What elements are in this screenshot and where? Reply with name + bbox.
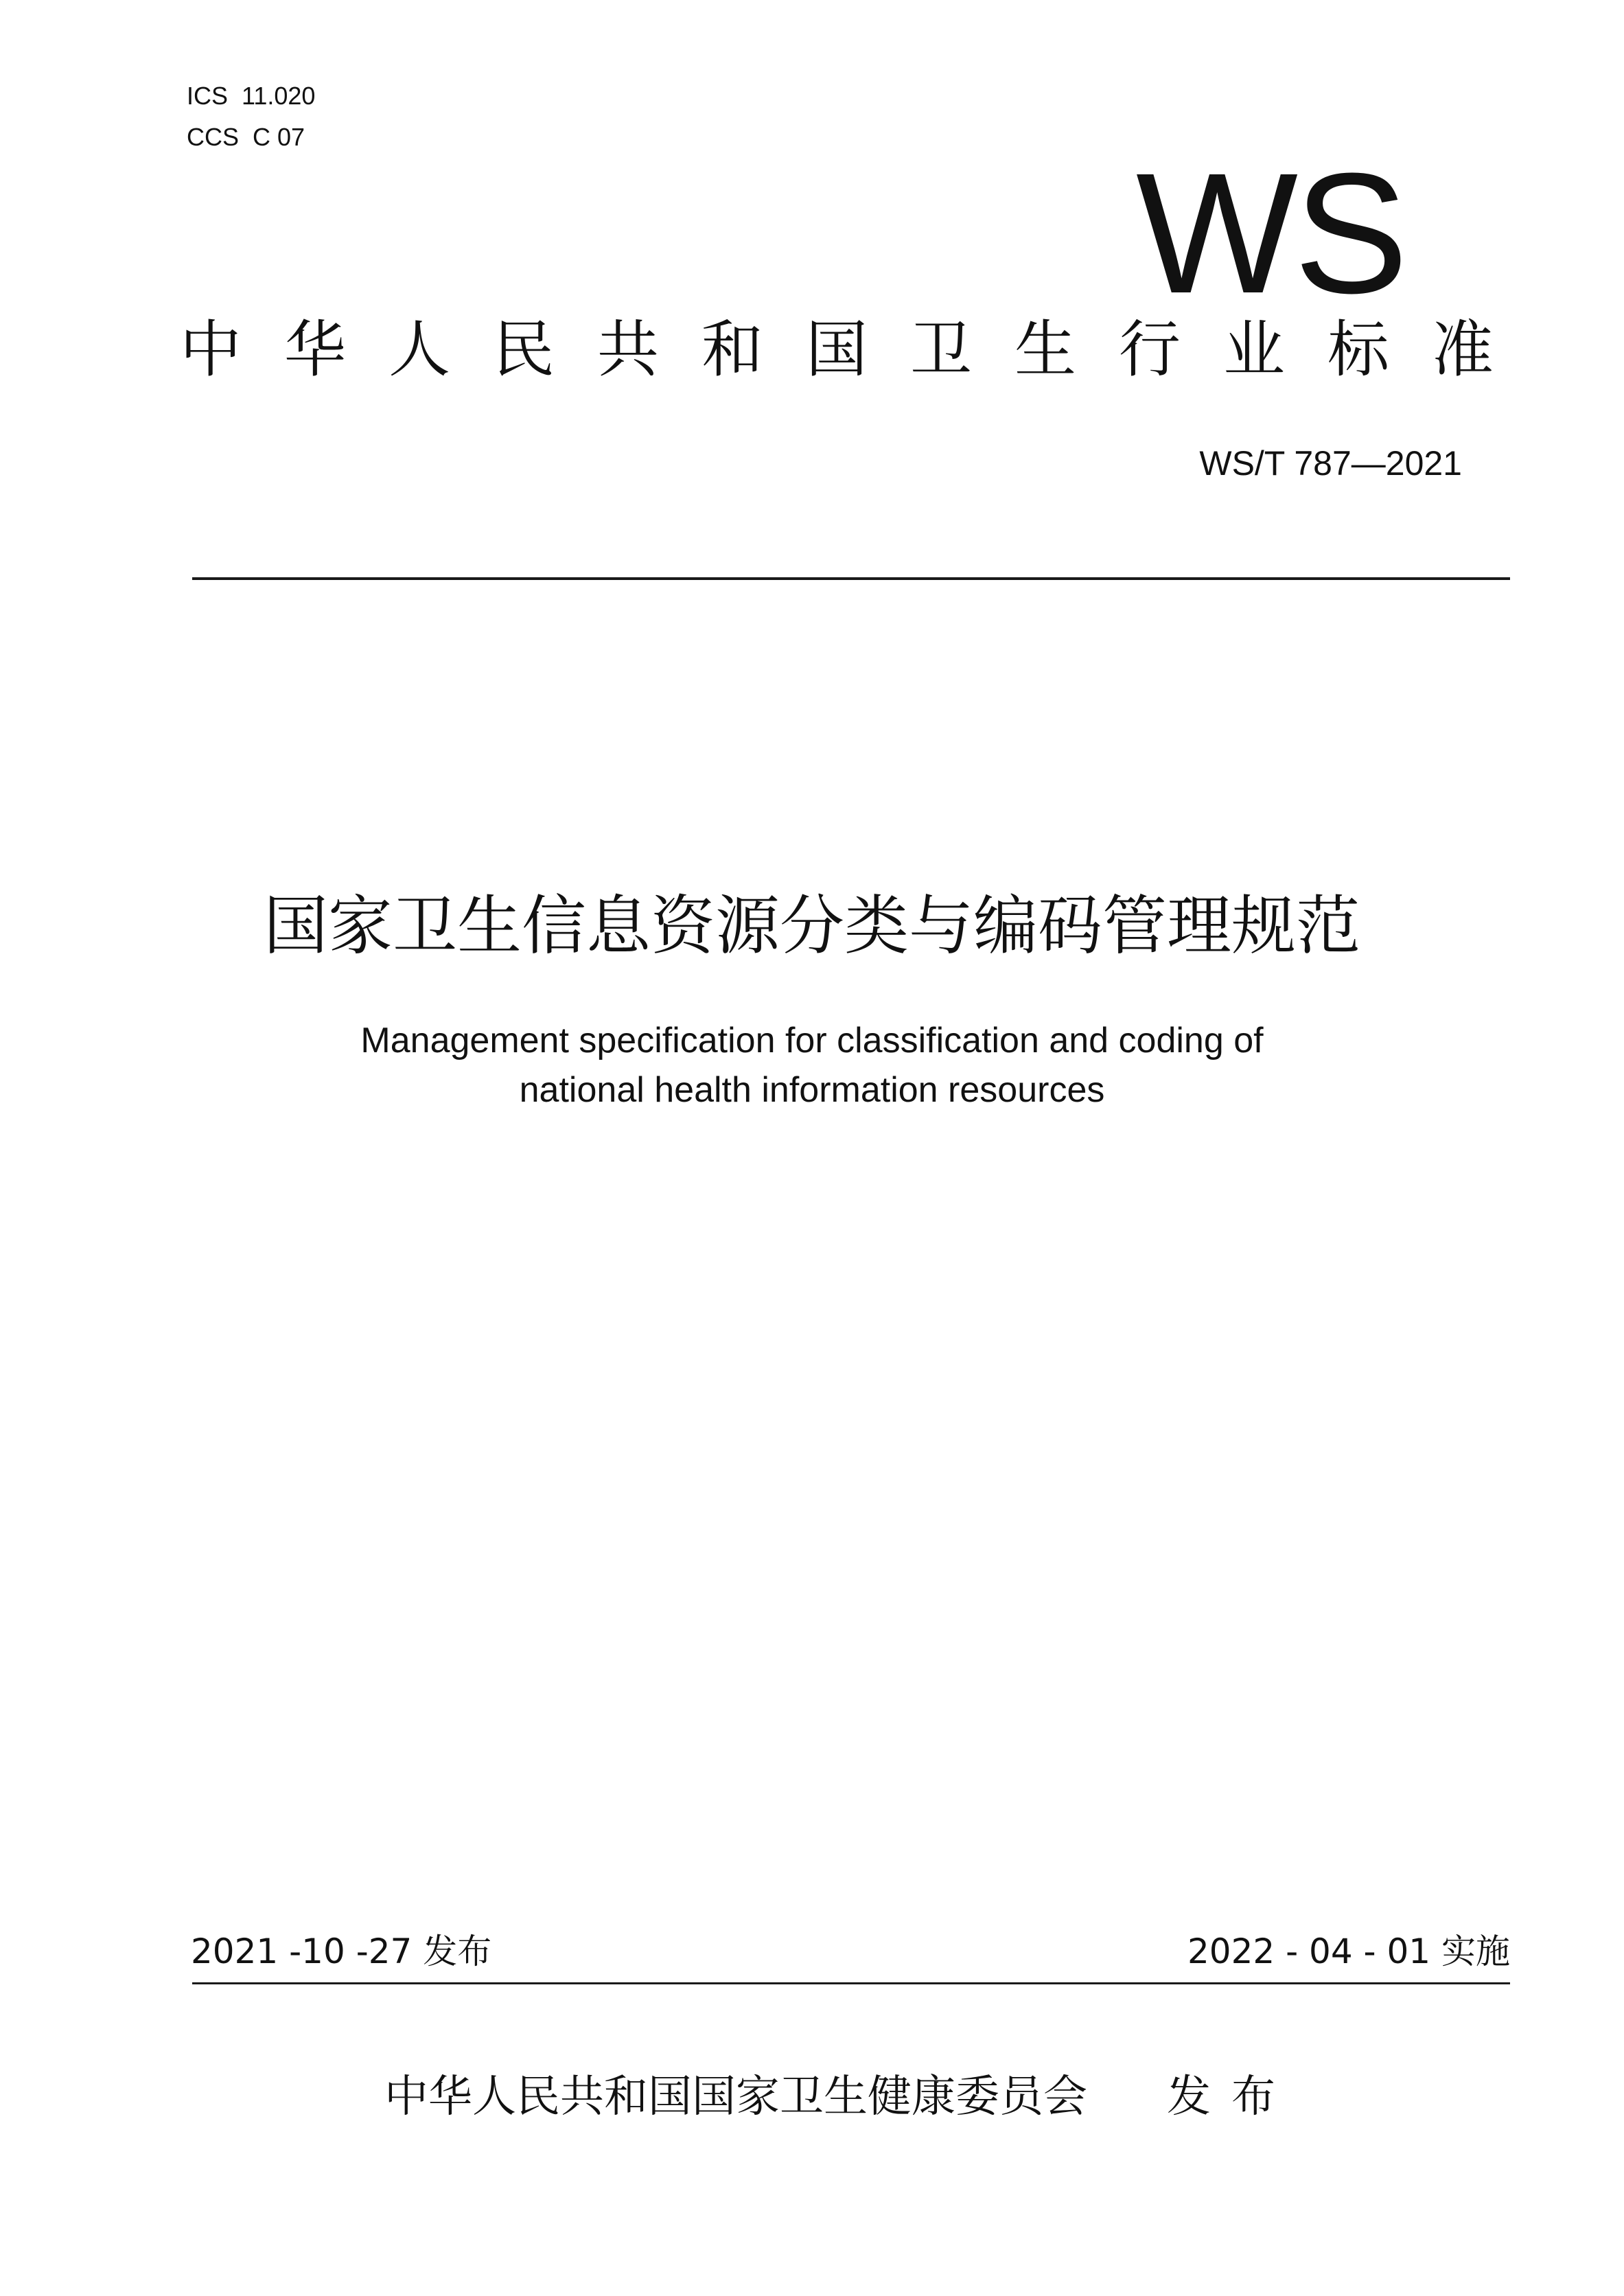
ccs-code: CCS C 07 — [187, 123, 305, 151]
issuing-authority: 中华人民共和国国家卫生健康委员会 — [384, 2072, 1087, 2122]
publish-label: 发布 — [1167, 2072, 1296, 2122]
bottom-divider — [192, 1982, 1510, 1984]
ws-logo: WS — [1136, 137, 1404, 329]
classification-codes — [187, 76, 315, 158]
english-title-line-1: Management specification for classification and coding of — [360, 1021, 1264, 1060]
implementation-date: 2022 - 04 - 01 实施 — [1187, 1932, 1510, 1971]
standard-type-heading: 中华人民共和国卫生行业标准 — [180, 314, 1536, 386]
issue-date: 2021 -10 -27 发布 — [191, 1932, 492, 1971]
english-title-line-2: national health information resources — [519, 1070, 1105, 1110]
standard-number: WS/T 787—2021 — [1199, 444, 1462, 483]
top-divider — [192, 577, 1510, 580]
ics-code: ICS 11.020 — [187, 82, 316, 110]
document-title-chinese: 国家卫生信息资源分类与编码管理规范 — [263, 889, 1360, 964]
document-title-english — [0, 1016, 1624, 1115]
